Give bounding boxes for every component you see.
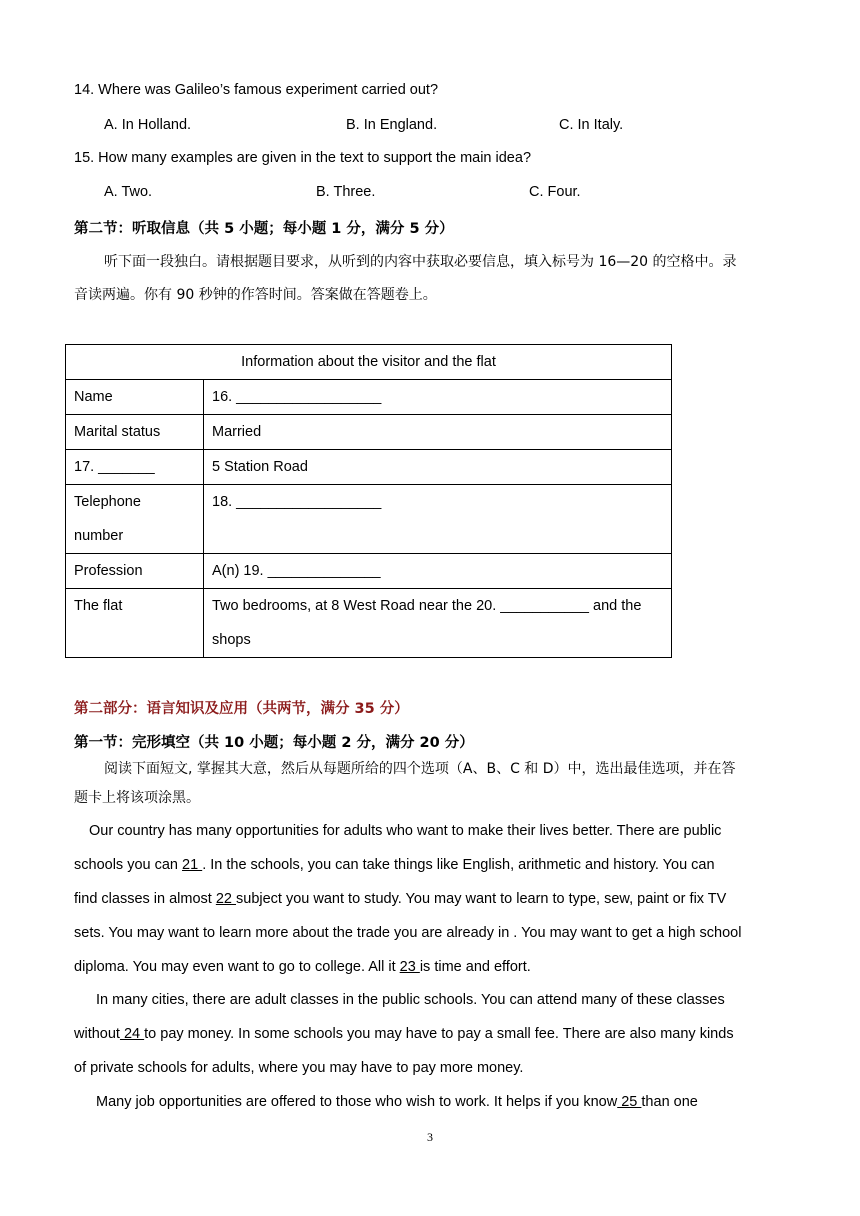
passage-p2-line2 xyxy=(74,1026,734,1042)
passage-p1-line5 xyxy=(74,959,531,975)
page-number: 3 xyxy=(427,1130,433,1144)
table-label-17: 17. _______ xyxy=(66,450,204,485)
passage-p2-line3: of private schools for adults, where you may have to pay more money. xyxy=(74,1060,524,1076)
q15-option-b: B. Three. xyxy=(316,184,376,200)
section2-heading-pre: 第二节：听取信息（共 xyxy=(74,221,225,237)
q14-option-a: A. In Holland. xyxy=(104,117,192,133)
section2-instruction-line1: 听下面一段独白。请根据题目要求，从听到的内容中获取必要信息，填入标号为 16—20 的空格中。录 xyxy=(104,254,737,270)
blank-24: 24 xyxy=(119,1026,145,1042)
table-label-telephone-line2: number xyxy=(74,528,124,544)
table-value-flat xyxy=(204,589,672,658)
table-title: Information about the visitor and the flat xyxy=(66,345,672,380)
part2-sub-heading: 第一节：完形填空（共 10 小题；每小题 2 分，满分 20 分） xyxy=(74,735,474,751)
section2-heading-n1: 5 xyxy=(224,221,235,237)
q15-option-c: C. Four. xyxy=(529,184,581,200)
table-label-name: Name xyxy=(66,380,204,415)
passage-text: is time and effort. xyxy=(419,959,531,975)
passage-p3-line1 xyxy=(96,1094,698,1110)
table-value-flat-line2: shops xyxy=(212,632,251,648)
blank-25: 25 xyxy=(617,1094,642,1110)
table-value-address: 5 Station Road xyxy=(204,450,672,485)
passage-text: to pay money. In some schools you may have to pay a small fee. There are also many kinds xyxy=(144,1026,734,1042)
table-value-name: 16. __________________ xyxy=(204,380,672,415)
part2-instruction-line2: 题卡上将该项涂黑。 xyxy=(74,790,200,806)
table-value-telephone: 18. __________________ xyxy=(204,485,672,554)
section2-heading-n3: 5 xyxy=(409,221,420,237)
section2-heading-n2: 1 xyxy=(331,221,342,237)
question-14: 14. Where was Galileo’s famous experiment carried out? xyxy=(74,82,439,98)
passage-p2-line1: In many cities, there are adult classes in the public schools. You can attend many of these classes xyxy=(96,992,725,1008)
section2-heading-mid2: 分，满分 xyxy=(341,221,410,237)
passage-text: than one xyxy=(641,1094,698,1110)
table-label-telephone xyxy=(66,485,204,554)
section2-heading-mid1: 小题；每小题 xyxy=(234,221,332,237)
blank-22: 22 xyxy=(215,891,237,907)
passage-text: find classes in almost xyxy=(74,891,216,907)
table-label-flat: The flat xyxy=(66,589,204,658)
table-label-marital-status: Marital status xyxy=(66,415,204,450)
part2-instruction-line1: 阅读下面短文, 掌握其大意，然后从每题所给的四个选项（A、B、C 和 D）中，选出最佳选项，并在答 xyxy=(104,761,736,777)
passage-text: Many job opportunities are offered to those who wish to work. It helps if you know xyxy=(96,1094,618,1110)
table-value-flat-line1: Two bedrooms, at 8 West Road near the 20. ___________ and the xyxy=(212,598,642,614)
q14-option-c: C. In Italy. xyxy=(559,117,624,133)
table-row xyxy=(66,589,672,658)
table-row xyxy=(66,485,672,554)
passage-p1-line1: Our country has many opportunities for adults who want to make their lives better. There are public xyxy=(89,823,722,839)
q15-option-a: A. Two. xyxy=(104,184,153,200)
passage-p1-line3 xyxy=(74,891,726,907)
passage-text: without xyxy=(74,1026,120,1042)
table-row xyxy=(66,554,672,589)
part2-heading: 第二部分：语言知识及应用（共两节，满分 35 分） xyxy=(74,701,409,717)
table-row xyxy=(66,380,672,415)
table-row xyxy=(66,450,672,485)
info-table xyxy=(65,344,672,658)
table-row xyxy=(66,415,672,450)
passage-p1-line4: sets. You may want to learn more about the trade you are already in . You may want to get a high school xyxy=(74,925,742,941)
table-value-marital-status: Married xyxy=(204,415,672,450)
passage-p1-line2 xyxy=(74,857,715,873)
blank-21: 21 xyxy=(182,857,203,873)
section2-instruction-line2: 音读两遍。你有 90 秒钟的作答时间。答案做在答题卷上。 xyxy=(74,287,437,303)
passage-text: subject you want to study. You may want to learn to type, sew, paint or fix TV xyxy=(236,891,727,907)
passage-text: schools you can xyxy=(74,857,183,873)
section2-heading xyxy=(74,217,454,238)
passage-text: diploma. You may even want to go to college. All it xyxy=(74,959,400,975)
q14-option-b: B. In England. xyxy=(346,117,438,133)
table-value-profession: A(n) 19. ______________ xyxy=(204,554,672,589)
question-15: 15. How many examples are given in the text to support the main idea? xyxy=(74,150,532,166)
passage-text: . In the schools, you can take things like English, arithmetic and history. You can xyxy=(202,857,715,873)
table-label-telephone-line1: Telephone xyxy=(74,494,141,510)
table-label-profession: Profession xyxy=(66,554,204,589)
section2-heading-post: 分） xyxy=(419,221,454,237)
blank-23: 23 xyxy=(399,959,420,975)
